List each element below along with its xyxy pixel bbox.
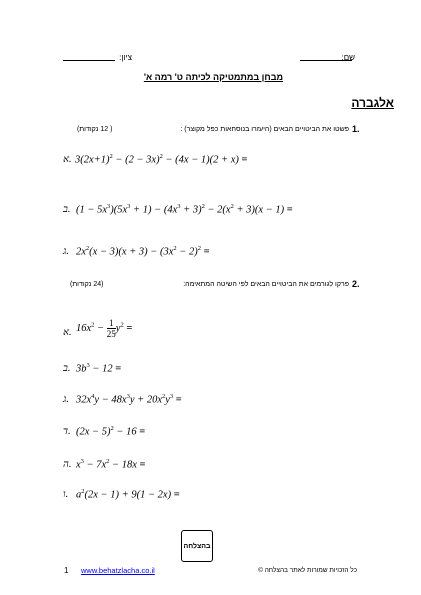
q2-number: 2.	[352, 279, 360, 289]
copyright-text: כל הזכויות שמורות לאתר בהצלחה ©	[258, 567, 357, 574]
q1-points: ( 12 נקודות)	[77, 126, 113, 133]
q2-item-letter: ה.	[63, 459, 72, 470]
q2-item-letter: ב.	[63, 363, 71, 374]
q1-number: 1.	[352, 124, 360, 134]
q1-expression-a: $3(2x+1)^2 - (2 - 3x)^2 - (4x - 1)(2 + x)$ =	[75, 153, 248, 166]
q2-expression-e: $x^3 - 7x^2 - 18x$ =	[76, 458, 146, 471]
q2-expression-c: $32x^4y - 48x^3y + 20x^2y^3$ =	[76, 393, 182, 406]
name-blank-line	[300, 60, 352, 61]
grade-blank-line	[63, 60, 115, 61]
q2-expression-b: $3b^3 - 12$ =	[76, 362, 122, 375]
website-link[interactable]: www.behatzlacha.co.il	[81, 566, 155, 575]
q2-expression-d: $(2x - 5)^2 - 16$ =	[76, 425, 146, 438]
page-number: 1	[64, 566, 69, 575]
q2-expression-a: $16x^2$ − $\frac{1}{25}$ $y^2$ =	[76, 318, 133, 339]
q2-item-letter: ג.	[63, 394, 69, 405]
name-label: שם:	[341, 53, 355, 62]
section-title: אלגברה	[351, 96, 394, 110]
q2-points: (24 נקודות)	[70, 281, 104, 288]
q2-item-letter: א.	[63, 327, 72, 338]
q2-item-letter: ד.	[63, 426, 71, 437]
q1-item-letter: ב.	[63, 204, 71, 215]
q2-expression-f: $a^2(2x - 1) + 9(1 - 2x)$ =	[76, 488, 180, 501]
q1-item-letter: א.	[63, 154, 72, 165]
q1-item-letter: ג.	[63, 246, 69, 257]
q2-item-letter: ו.	[63, 489, 69, 500]
q1-expression-b: $(1 - 5x^3)(5x^3 + 1) - (4x^3 + 3)^2 - 2(x^2 + 3)(x - 1)$ =	[76, 203, 293, 216]
q1-expression-c: $2x^2(x - 3)(x + 3) - (3x^2 - 2)^2$ =	[76, 245, 210, 258]
page-title: מבחן במתמטיקה לכיתה ט' רמה א'	[143, 72, 283, 82]
q2-instruction: פרקו לגורמים את הביטויים הבאים לפי השיטה המתאימה:	[183, 281, 349, 288]
logo-text: בהצלחה	[183, 542, 211, 550]
behatzlacha-logo	[181, 530, 213, 562]
grade-label: ציון:	[119, 53, 132, 62]
q1-instruction: פשטו את הביטויים הבאים (היעזרו בנוסחאות כפל מקוצר) :	[180, 126, 349, 133]
